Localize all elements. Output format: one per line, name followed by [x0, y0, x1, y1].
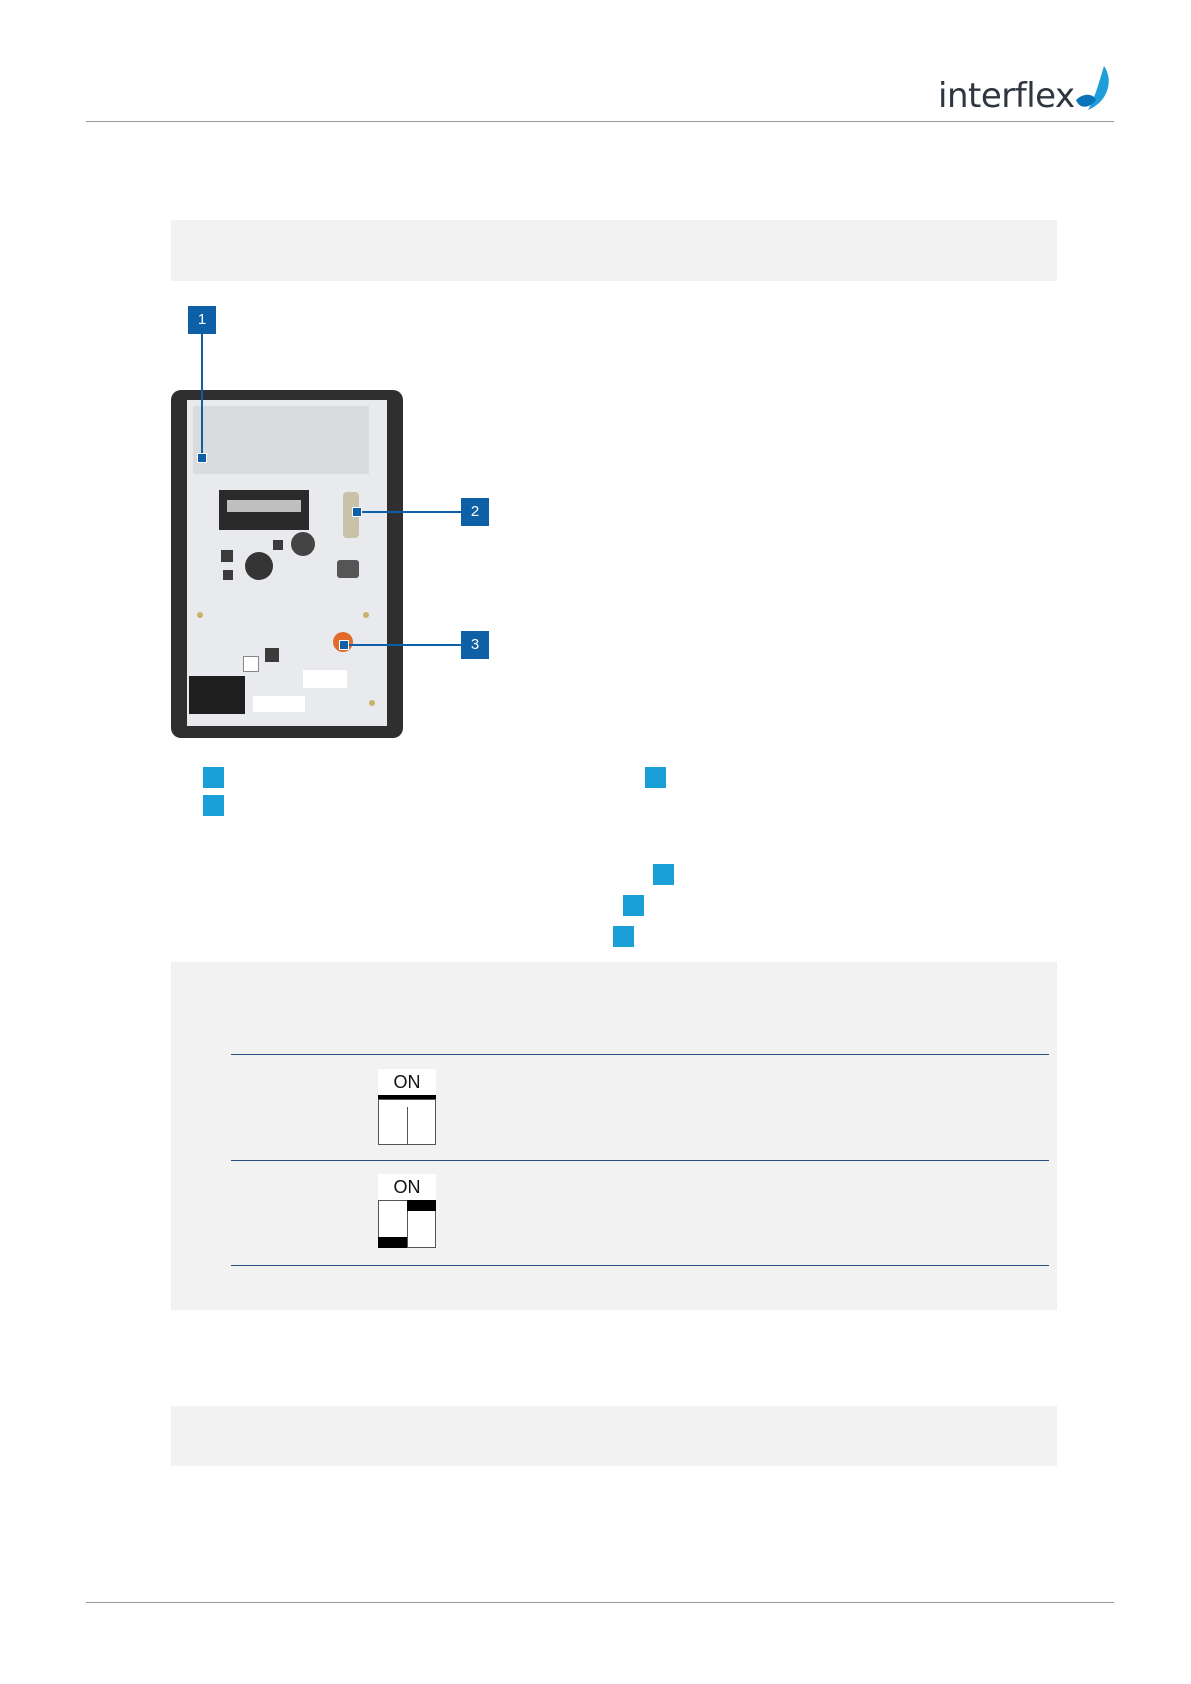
legend-marker [203, 795, 224, 816]
callout-1-dot [197, 453, 207, 463]
legend-marker [645, 767, 666, 788]
chip-1 [221, 550, 233, 562]
table-rule-bottom [231, 1265, 1049, 1266]
callout-1: 1 [188, 306, 216, 334]
footer-rule [86, 1602, 1114, 1603]
callout-2: 2 [461, 498, 489, 526]
legend-marker [203, 767, 224, 788]
plastic-cover [193, 406, 369, 474]
coin-battery [245, 552, 273, 580]
dip-on-label: ON [378, 1174, 436, 1200]
socket [337, 560, 359, 578]
table-rule-middle [231, 1160, 1049, 1161]
interflex-wing-icon [1074, 66, 1112, 114]
table-rule-top [231, 1054, 1049, 1055]
interflex-logo-text: interflex [938, 76, 1075, 116]
callout-1-leader [201, 334, 203, 456]
dip-divider [407, 1107, 408, 1144]
buzzer [291, 532, 315, 556]
legend-marker [623, 895, 644, 916]
callout-2-dot [352, 507, 362, 517]
header-rule [86, 121, 1114, 122]
callout-3-dot [339, 640, 349, 650]
board-label [303, 670, 347, 688]
terminal-block [189, 676, 245, 714]
chip-3 [273, 540, 283, 550]
dip-settings-panel [171, 962, 1057, 1310]
note-panel-top [171, 220, 1057, 281]
legend-marker [653, 864, 674, 885]
callout-2-leader [358, 511, 461, 513]
serial-sticker [253, 696, 305, 712]
connector-pins [227, 500, 301, 512]
board-hole [197, 612, 203, 618]
chip-2 [223, 570, 233, 580]
legend-marker [613, 926, 634, 947]
dip-switch-2-on [407, 1200, 436, 1211]
note-panel-bottom [171, 1406, 1057, 1466]
board-hole [369, 700, 375, 706]
chip-5 [243, 656, 259, 672]
dip-switch-1-off [378, 1237, 407, 1248]
device-photo [171, 390, 403, 738]
callout-3: 3 [461, 631, 489, 659]
chip-4 [265, 648, 279, 662]
callout-3-leader [345, 644, 461, 646]
dip-on-label: ON [378, 1069, 436, 1095]
board-hole [363, 612, 369, 618]
